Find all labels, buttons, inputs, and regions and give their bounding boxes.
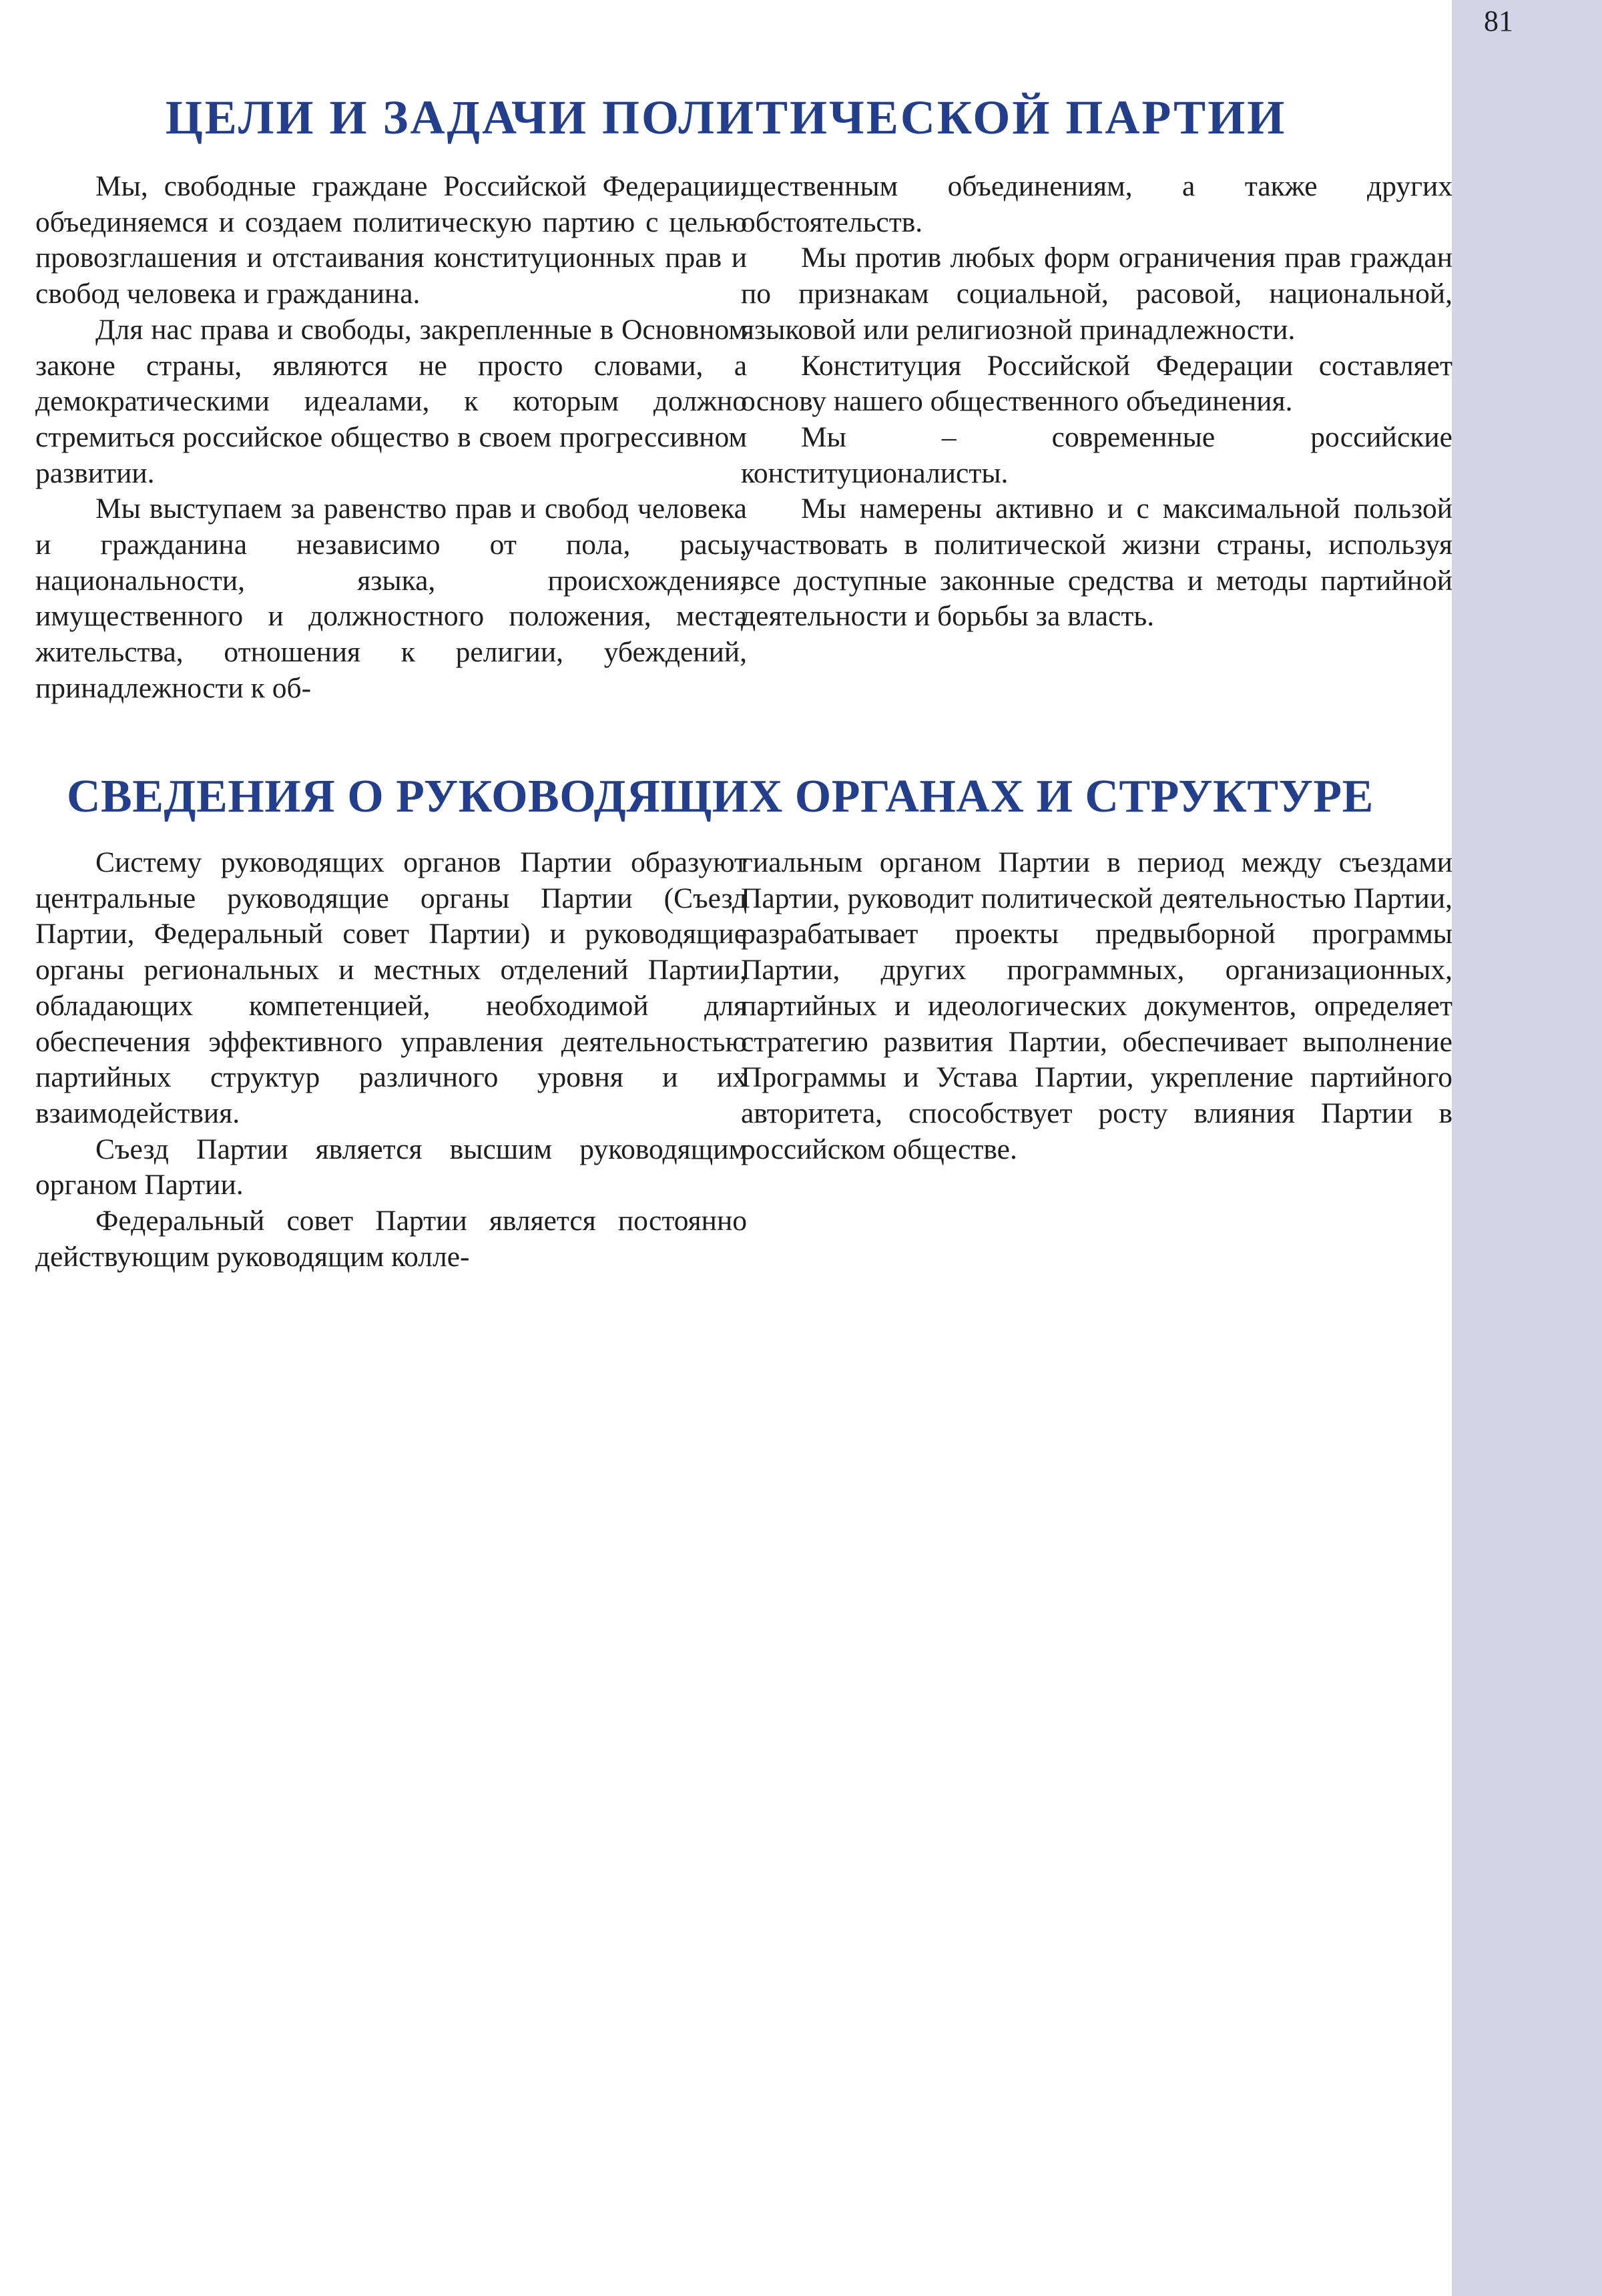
paragraph: Мы – современные российские конституционалисты. (741, 420, 1452, 489)
page-number: 81 (1484, 5, 1513, 37)
paragraph: Мы против любых форм ограничения прав граждан по признакам социальной, расовой, национальной, языковой или религиозной принадлежности. (741, 242, 1452, 346)
paragraph: Съезд Партии является высшим руководящим органом Партии. (35, 1133, 747, 1201)
structure-right-column (741, 845, 1452, 1167)
section-title-goals: ЦЕЛИ И ЗАДАЧИ ПОЛИТИЧЕСКОЙ ПАРТИИ (165, 91, 1287, 144)
goals-left-column (35, 169, 747, 707)
paragraph: гиальным органом Партии в период между съездами Партии, руководит политической деятельностью Партии, разрабатывает проекты предвыборной программы Партии, других программных, организационных, партийных и идеологических документов, определяет стратегию развития Партии, обеспечивает выполнение Программы и Устава Партии, укрепление партийного авторитета, способствует росту влияния Партии в российском обществе. (741, 846, 1452, 1165)
paragraph: Мы выступаем за равенство прав и свобод человека и гражданина независимо от пола, расы, национальности, языка, происхождения, имущественного и должностного положения, места жительства, отношения к религии, убеждений, принадлежности к об- (35, 493, 747, 704)
paragraph: Мы, свободные граждане Российской Федерации, объединяемся и создаем политическую партию с целью провозглашения и отстаивания конституционных прав и свобод человека и гражданина. (35, 170, 747, 310)
structure-left-column (35, 845, 747, 1275)
paragraph: Мы намерены активно и с максимальной пользой участвовать в политической жизни страны, используя все доступные законные средства и методы партийной деятельности и борьбы за власть. (741, 493, 1452, 633)
paragraph: Систему руководящих органов Партии образуют центральные руководящие органы Партии (Съезд Партии, Федеральный совет Партии) и руководящие органы региональных и местных отделений Партии, обладающих компетенцией, необходимой для обеспечения эффективного управления деятельностью партийных структур различного уровня и их взаимодействия. (35, 846, 747, 1129)
paragraph: щественным объединениям, а также других обстоятельств. (741, 170, 1452, 238)
page-side-band (1452, 0, 1602, 2296)
paragraph: Для нас права и свободы, закрепленные в Основном законе страны, являются не просто словами, а демократическими идеалами, к которым должно стремиться российское общество в своем прогрессивном развитии. (35, 313, 747, 489)
section-title-structure: СВЕДЕНИЯ О РУКОВОДЯЩИХ ОРГАНАХ И СТРУКТУРЕ (67, 771, 1374, 822)
paragraph: Конституция Российской Федерации составляет основу нашего общественного объединения. (741, 349, 1452, 418)
goals-right-column (741, 169, 1452, 635)
paragraph: Федеральный совет Партии является постоянно действующим руководящим колле- (35, 1205, 747, 1273)
